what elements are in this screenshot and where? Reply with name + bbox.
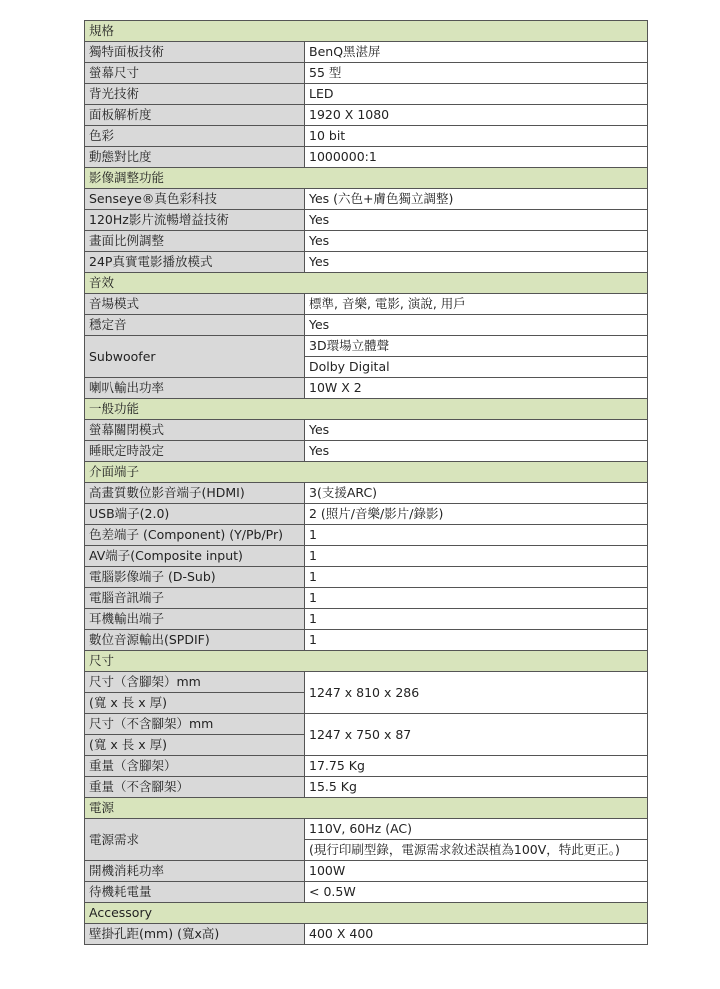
spec-value: BenQ黑湛屏 [305, 42, 648, 63]
spec-value: Yes [305, 252, 648, 273]
spec-value: 1 [305, 525, 648, 546]
spec-row [85, 483, 648, 504]
spec-value: Yes [305, 315, 648, 336]
spec-value: 1247 x 810 x 286 [305, 672, 648, 714]
spec-value: Yes [305, 420, 648, 441]
spec-row [85, 441, 648, 462]
spec-label: 電源需求 [85, 819, 305, 861]
spec-value: 400 X 400 [305, 924, 648, 945]
spec-value: Dolby Digital [305, 357, 648, 378]
spec-label: 色彩 [85, 126, 305, 147]
spec-row [85, 252, 648, 273]
spec-value: 10W X 2 [305, 378, 648, 399]
spec-label: 音場模式 [85, 294, 305, 315]
spec-row [85, 504, 648, 525]
spec-value: Yes [305, 210, 648, 231]
spec-label: 120Hz影片流暢增益技術 [85, 210, 305, 231]
spec-value: 1 [305, 567, 648, 588]
spec-row [85, 126, 648, 147]
spec-row [85, 672, 648, 693]
spec-value: 1920 X 1080 [305, 105, 648, 126]
spec-label: 電腦影像端子 (D-Sub) [85, 567, 305, 588]
spec-row [85, 588, 648, 609]
section-header-row [85, 273, 648, 294]
spec-row [85, 210, 648, 231]
section-title: Accessory [85, 903, 648, 924]
spec-value: 1 [305, 546, 648, 567]
spec-value: 17.75 Kg [305, 756, 648, 777]
spec-value: < 0.5W [305, 882, 648, 903]
spec-row [85, 378, 648, 399]
spec-value: LED [305, 84, 648, 105]
spec-label: 待機耗電量 [85, 882, 305, 903]
spec-row [85, 714, 648, 735]
spec-label: 尺寸（不含腳架）mm [85, 714, 305, 735]
section-title: 規格 [85, 21, 648, 42]
spec-label: 睡眠定時設定 [85, 441, 305, 462]
spec-label: 背光技術 [85, 84, 305, 105]
spec-label: 數位音源輸出(SPDIF) [85, 630, 305, 651]
spec-row [85, 630, 648, 651]
spec-row [85, 819, 648, 840]
spec-label: USB端子(2.0) [85, 504, 305, 525]
spec-label: 電腦音訊端子 [85, 588, 305, 609]
spec-table-body [85, 21, 648, 945]
spec-value: 55 型 [305, 63, 648, 84]
spec-label: (寬 x 長 x 厚) [85, 693, 305, 714]
spec-row [85, 756, 648, 777]
section-header-row [85, 399, 648, 420]
spec-label: 獨特面板技術 [85, 42, 305, 63]
spec-label: 耳機輸出端子 [85, 609, 305, 630]
spec-table [84, 20, 648, 945]
spec-row [85, 189, 648, 210]
spec-value: 3D環場立體聲 [305, 336, 648, 357]
section-header-row [85, 168, 648, 189]
spec-label: 色差端子 (Component) (Y/Pb/Pr) [85, 525, 305, 546]
spec-value: 15.5 Kg [305, 777, 648, 798]
spec-label: (寬 x 長 x 厚) [85, 735, 305, 756]
spec-label: 尺寸（含腳架）mm [85, 672, 305, 693]
spec-label: 開機消耗功率 [85, 861, 305, 882]
spec-label: 畫面比例調整 [85, 231, 305, 252]
spec-row [85, 525, 648, 546]
spec-row [85, 546, 648, 567]
section-header-row [85, 462, 648, 483]
spec-label: 穩定音 [85, 315, 305, 336]
spec-row [85, 609, 648, 630]
spec-row [85, 231, 648, 252]
spec-label: Subwoofer [85, 336, 305, 378]
spec-label: 喇叭輸出功率 [85, 378, 305, 399]
spec-row [85, 147, 648, 168]
spec-value: 1 [305, 588, 648, 609]
spec-label: 螢幕關閉模式 [85, 420, 305, 441]
spec-value: 3(支援ARC) [305, 483, 648, 504]
spec-row [85, 42, 648, 63]
spec-value: 1 [305, 609, 648, 630]
spec-label: Senseye®真色彩科技 [85, 189, 305, 210]
spec-row [85, 420, 648, 441]
spec-label: 動態對比度 [85, 147, 305, 168]
spec-value: 100W [305, 861, 648, 882]
section-title: 電源 [85, 798, 648, 819]
section-title: 音效 [85, 273, 648, 294]
spec-value: 1 [305, 630, 648, 651]
spec-label: AV端子(Composite input) [85, 546, 305, 567]
section-title: 介面端子 [85, 462, 648, 483]
spec-value: Yes (六色+膚色獨立調整) [305, 189, 648, 210]
spec-label: 24P真實電影播放模式 [85, 252, 305, 273]
spec-row [85, 861, 648, 882]
spec-row [85, 924, 648, 945]
spec-row [85, 105, 648, 126]
spec-value: 1247 x 750 x 87 [305, 714, 648, 756]
spec-label: 面板解析度 [85, 105, 305, 126]
spec-value: Yes [305, 441, 648, 462]
spec-row [85, 777, 648, 798]
section-title: 影像調整功能 [85, 168, 648, 189]
spec-value: 標準, 音樂, 電影, 演說, 用戶 [305, 294, 648, 315]
section-header-row [85, 21, 648, 42]
section-title: 尺寸 [85, 651, 648, 672]
spec-label: 螢幕尺寸 [85, 63, 305, 84]
spec-row [85, 882, 648, 903]
spec-label: 高畫質數位影音端子(HDMI) [85, 483, 305, 504]
spec-row [85, 336, 648, 357]
section-title: 一般功能 [85, 399, 648, 420]
section-header-row [85, 651, 648, 672]
spec-value-note: (現行印刷型錄，電源需求敘述誤植為100V，特此更正。) [305, 840, 648, 861]
spec-value: 1000000:1 [305, 147, 648, 168]
spec-row [85, 315, 648, 336]
spec-label: 壁掛孔距(mm) (寬x高) [85, 924, 305, 945]
spec-row [85, 84, 648, 105]
spec-value: Yes [305, 231, 648, 252]
spec-value: 110V, 60Hz (AC) [305, 819, 648, 840]
spec-label: 重量（含腳架） [85, 756, 305, 777]
spec-value: 10 bit [305, 126, 648, 147]
spec-row [85, 294, 648, 315]
spec-label: 重量（不含腳架） [85, 777, 305, 798]
spec-row [85, 567, 648, 588]
spec-value: 2 (照片/音樂/影片/錄影) [305, 504, 648, 525]
section-header-row [85, 798, 648, 819]
section-header-row [85, 903, 648, 924]
spec-row [85, 63, 648, 84]
